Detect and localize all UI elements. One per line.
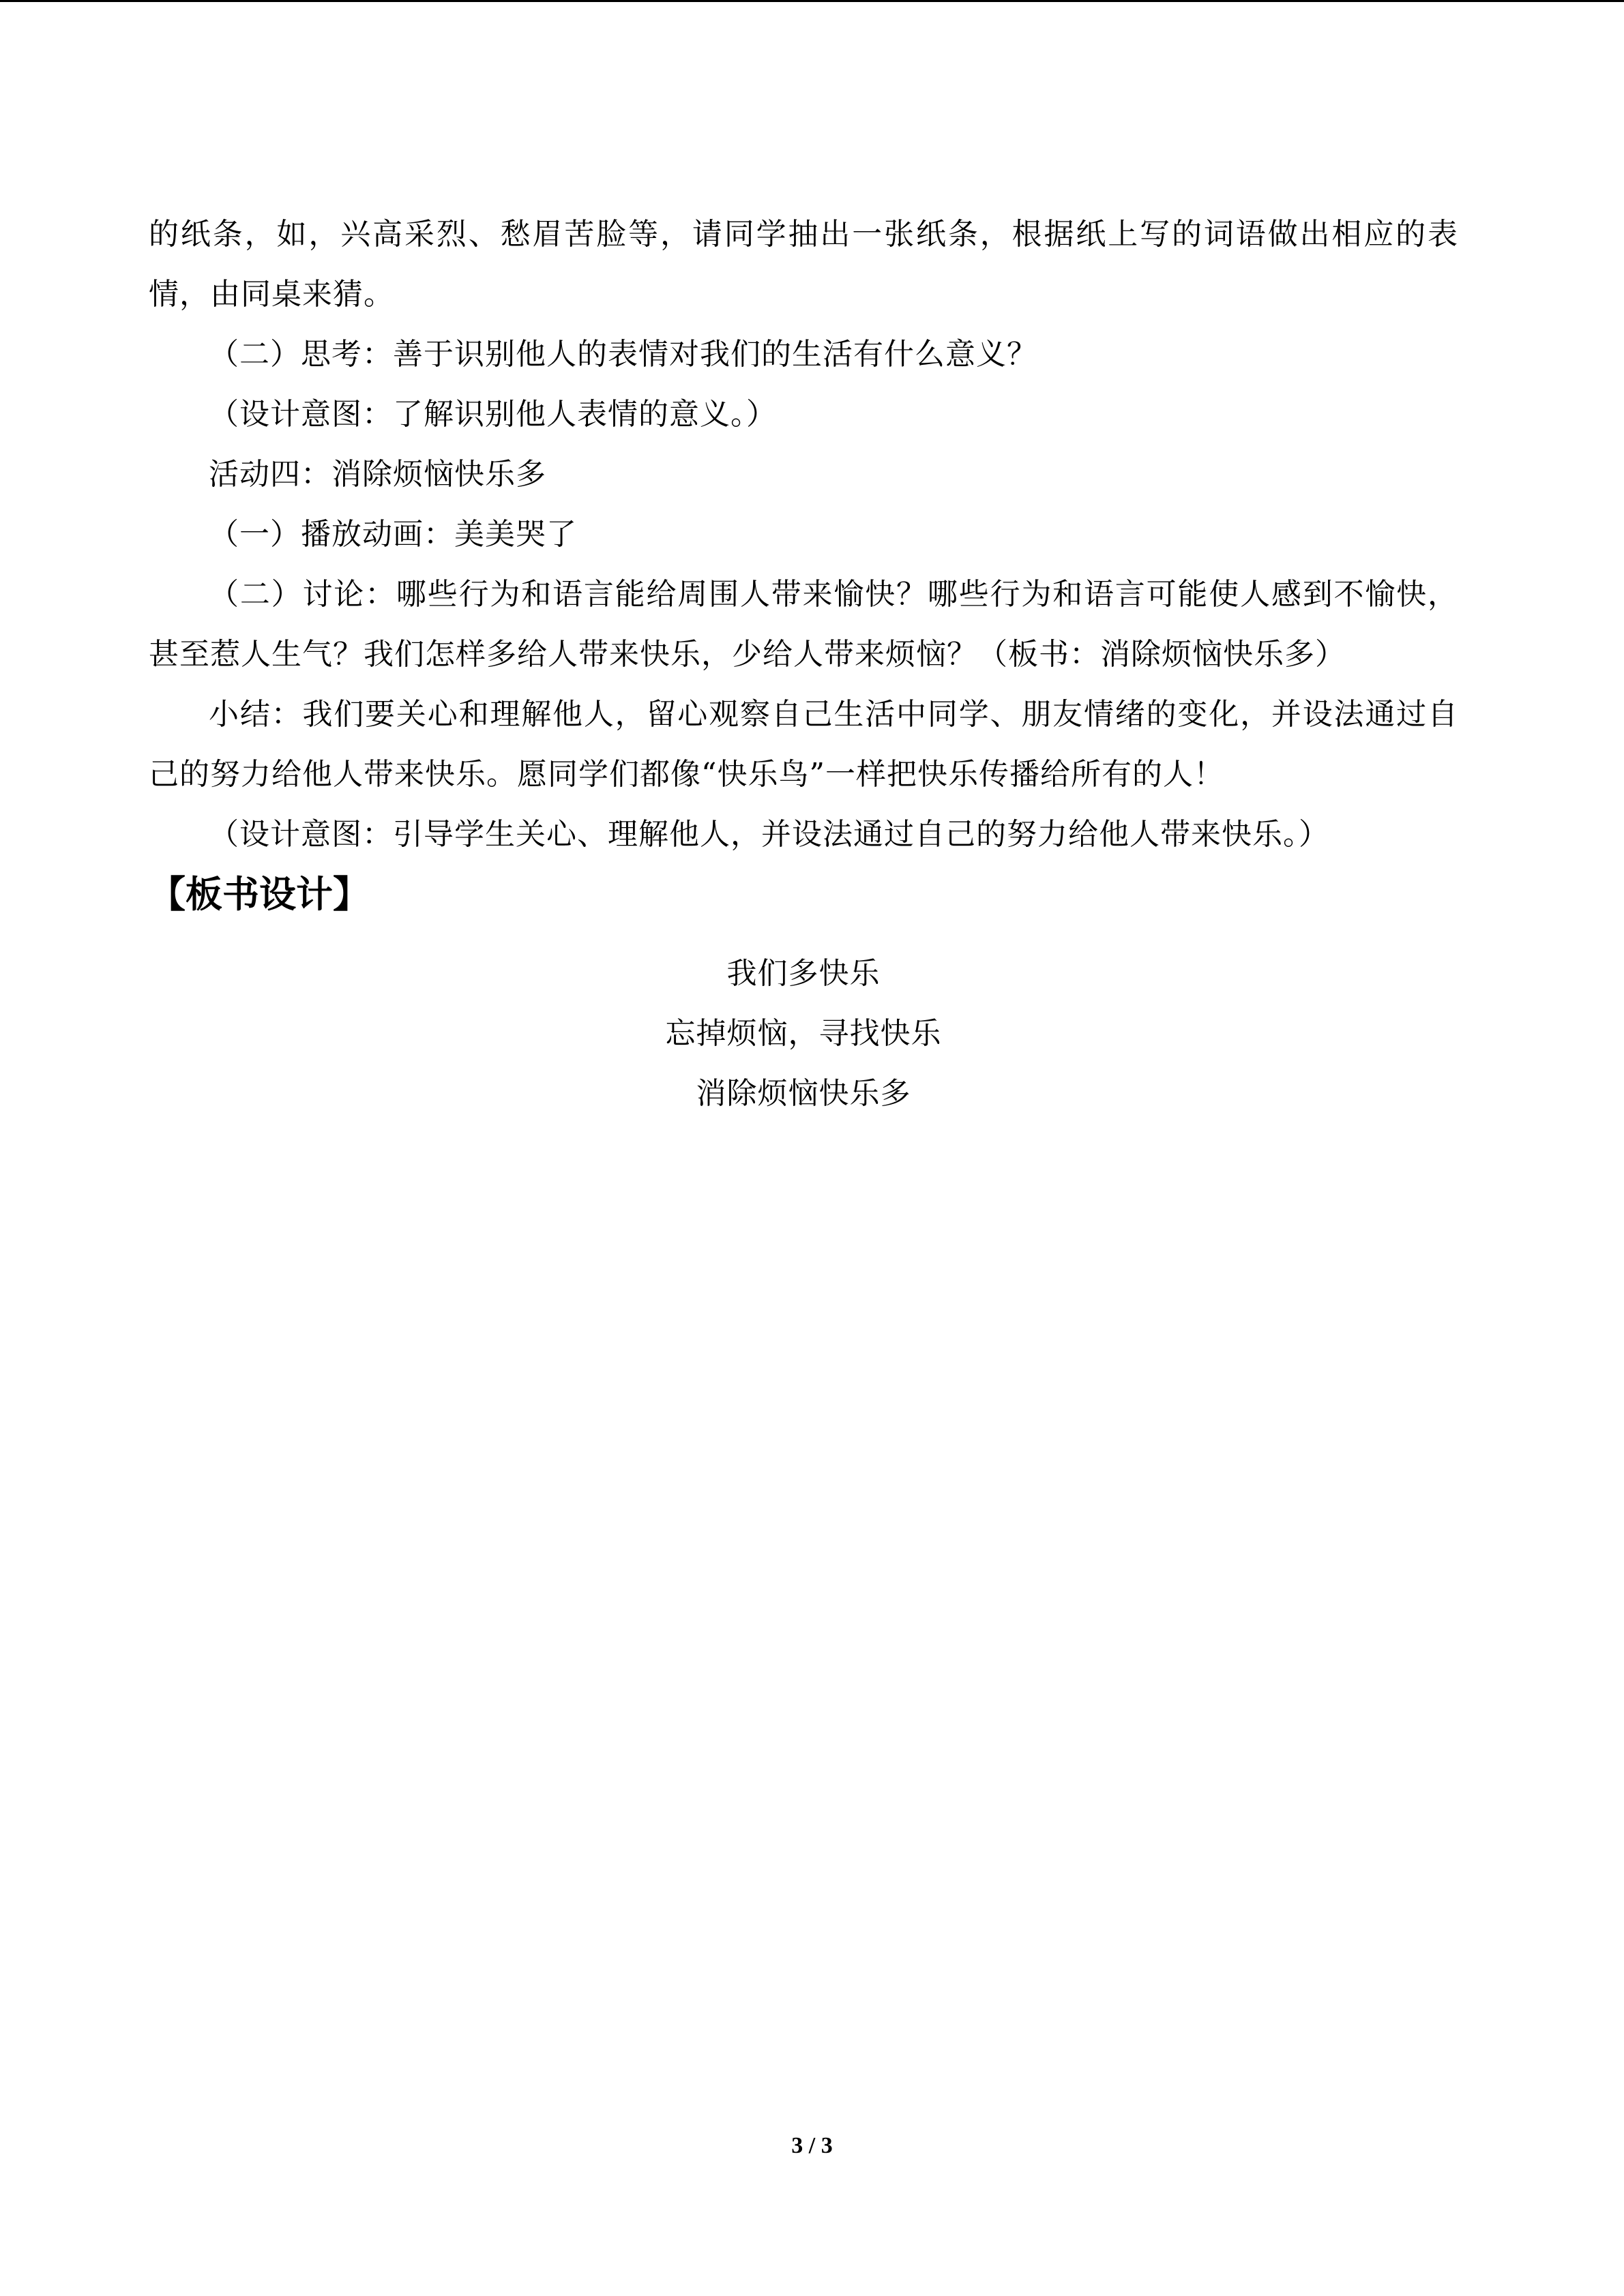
page-number: 3 / 3 xyxy=(791,2133,833,2158)
board-line-1: 我们多快乐 xyxy=(726,956,881,991)
page-top-border xyxy=(0,0,1624,2)
paragraph-3: （设计意图：了解识别他人表情的意义。） xyxy=(209,397,777,432)
paragraph-1: 的纸条，如，兴高采烈、愁眉苦脸等，请同学抽出一张纸条，根据纸上写的词语做出相应的表情，由同桌来猜。 xyxy=(149,217,1458,312)
board-line-2: 忘掉烦恼，寻找快乐 xyxy=(665,1016,942,1051)
board-design-heading: 【板书设计】 xyxy=(149,873,370,916)
paragraph-4: 活动四：消除烦恼快乐多 xyxy=(209,457,546,492)
board-line-3: 消除烦恼快乐多 xyxy=(696,1076,911,1111)
paragraph-2: （二）思考：善于识别他人的表情对我们的生活有什么意义？ xyxy=(209,337,1037,372)
paragraph-7: 小结：我们要关心和理解他人，留心观察自己生活中同学、朋友情绪的变化，并设法通过自己的努力给他人带来快乐。愿同学们都像“快乐鸟”一样把快乐传播给所有的人！ xyxy=(149,697,1458,792)
board-design xyxy=(149,944,1458,1124)
document-body xyxy=(149,205,1458,1124)
paragraph-6: （二）讨论：哪些行为和语言能给周围人带来愉快？哪些行为和语言可能使人感到不愉快，甚至惹人生气？我们怎样多给人带来快乐，少给人带来烦恼？（板书：消除烦恼快乐多） xyxy=(149,577,1458,672)
paragraph-5: （一）播放动画：美美哭了 xyxy=(209,517,577,552)
paragraph-8: （设计意图：引导学生关心、理解他人，并设法通过自己的努力给他人带来快乐。） xyxy=(209,817,1329,852)
